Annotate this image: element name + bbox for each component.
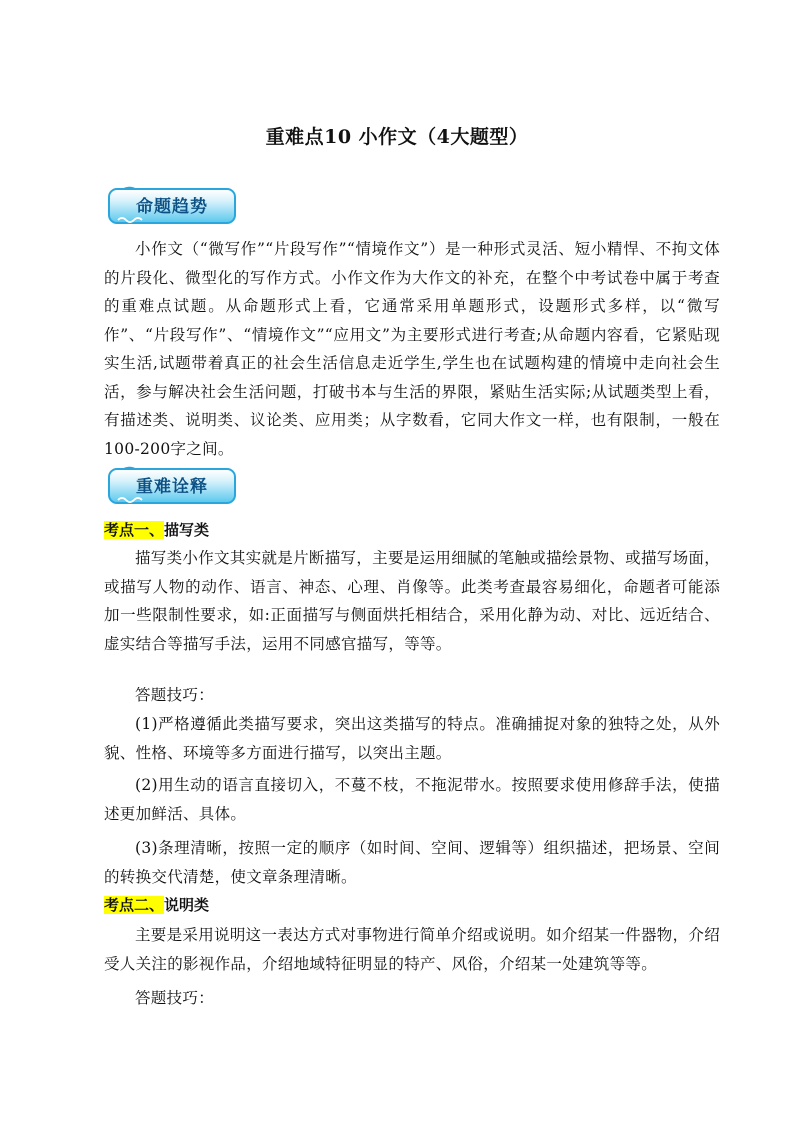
banner-label: 重难诠释 [136,477,208,497]
section1-tips-label: 答题技巧： [135,686,215,704]
section1-tip-1: (1)严格遵循此类描写要求，突出这类描写的特点。准确捕捉对象的独特之处，从外貌、性格、环境等多方面进行描写，以突出主题。 [104,715,720,762]
section2-body: 主要是采用说明这一表达方式对事物进行简单介绍或说明。如介绍某一件器物，介绍受人关注的影视作品，介绍地域特征明显的特产、风俗，介绍某一处建筑等等。 [104,926,720,973]
heading-text: 说明类 [164,896,210,914]
heading-highlight: 考点二、 [104,896,165,914]
section-heading-description [104,519,209,540]
section1-body: 描写类小作文其实就是片断描写，主要是运用细腻的笔触或描绘景物、或描写场面，或描写人物的动作、语言、神态、心理、肖像等。此类考查最容易细化，命题者可能添加一些限制性要求，如:正面描写与侧面烘托相结合，采用化静为动、对比、远近结合、虚实结合等描写手法，运用不同感官描写，等等。 [104,549,720,653]
section-banner-trend [104,182,240,228]
section2-tips-label: 答题技巧： [135,989,215,1007]
section-heading-explanation [104,894,209,915]
page-title: 重难点10 小作文（4大题型） [265,126,529,148]
heading-text: 描写类 [164,521,210,539]
heading-highlight: 考点一、 [104,521,165,539]
section1-tip-2: (2)用生动的语言直接切入，不蔓不枝，不拖泥带水。按照要求使用修辞手法，使描述更加鲜活、具体。 [104,776,720,823]
banner-label: 命题趋势 [136,197,208,217]
section1-tip-3: (3)条理清晰，按照一定的顺序（如时间、空间、逻辑等）组织描述，把场景、空间的转换交代清楚，使文章条理清晰。 [104,839,720,886]
section-banner-key-points [104,462,240,508]
intro-paragraph: 小作文（“微写作”“片段写作”“情境作文”）是一种形式灵活、短小精悍、不拘文体的片段化、微型化的写作方式。小作文作为大作文的补充，在整个中考试卷中属于考查的重难点试题。从命题形式上看，它通常采用单题形式，设题形式多样，以“微写作”、“片段写作”、“情境作文”“应用文”为主要形式进行考查;从命题内容看，它紧贴现实生活,试题带着真正的社会生活信息走近学生,学生也在试题构建的情境中走向社会生活，参与解决社会生活问题，打破书本与生活的界限，紧贴生活实际;从试题类型上看，有描述类、说明类、议论类、应用类；从字数看，它同大作文一样，也有限制，一般在100-200字之间。 [104,240,720,458]
